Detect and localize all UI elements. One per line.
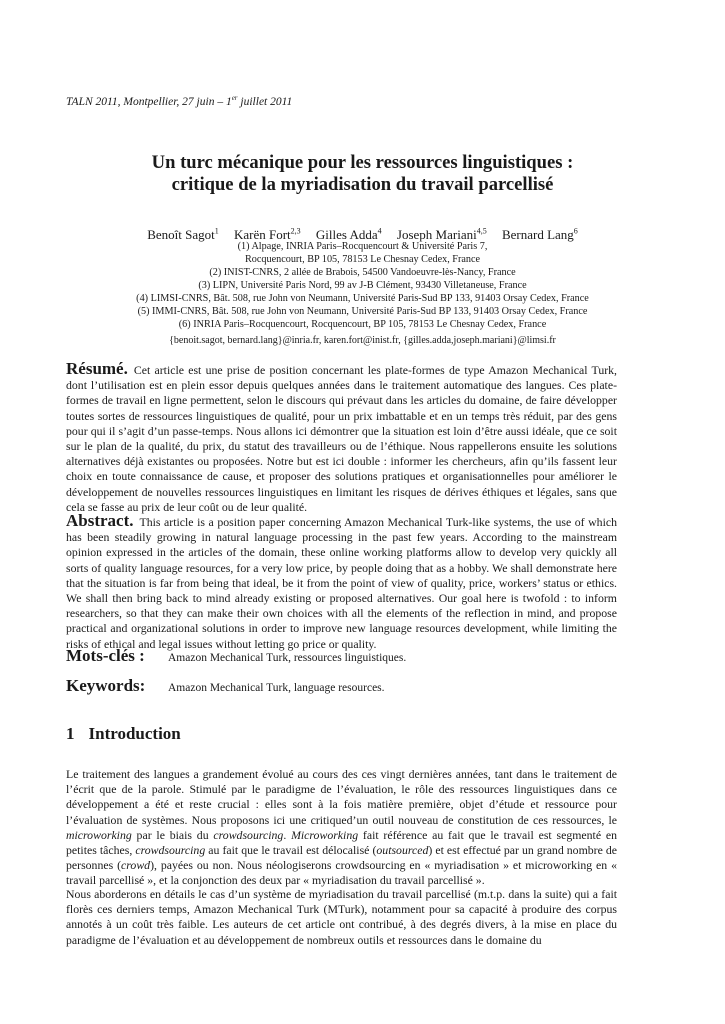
author-affil-sup: 6 bbox=[573, 227, 578, 236]
author-name: Bernard Lang bbox=[501, 227, 574, 243]
italic-term: crowdsourcing bbox=[213, 827, 284, 842]
resume-label: Résumé. bbox=[66, 359, 128, 378]
body-text: fait référence au fait que le travail est segmenté en petites tâches, bbox=[66, 827, 617, 858]
paper-title bbox=[66, 152, 659, 196]
author-name: Joseph Mariani bbox=[396, 227, 477, 243]
body-text: d’un outil nouveau de constitution de ces ressources, le bbox=[346, 812, 617, 827]
body-text: . bbox=[283, 827, 292, 842]
abstract-paragraph bbox=[66, 513, 617, 652]
italic-term: crowd bbox=[121, 858, 151, 873]
affiliation-line: (5) IMMI-CNRS, Bât. 508, rue John von Neumann, Université Paris-Sud BP 133, 91403 Orsay Cedex, France bbox=[137, 306, 588, 317]
italic-term: Microworking bbox=[291, 827, 359, 842]
author-affil-sup: 4 bbox=[377, 227, 382, 236]
author-name: Gilles Adda bbox=[315, 227, 378, 243]
affiliation-line: (6) INRIA Paris–Rocquencourt, Rocquencourt, BP 105, 78153 Le Chesnay Cedex, France bbox=[178, 319, 547, 330]
keywords-row bbox=[66, 676, 385, 696]
title-line-2: critique de la myriadisation du travail parcellisé bbox=[171, 174, 554, 195]
header-text-end: juillet 2011 bbox=[237, 95, 293, 108]
mots-cles-label: Mots-clés : bbox=[66, 646, 145, 665]
affiliation-list bbox=[66, 240, 659, 331]
intro-paragraph-2: Nous aborderons en détails le cas d’un système de myriadisation du travail parcellisé (m.t.p. dans la suite) qui a fait florès ces derniers temps, Amazon Mechanical Turk (MTurk), notamment pour sa capacité à produire des corpus annotés à un coût très faible. Les auteurs de cet article ont contribué, à des degrés divers, à la mise en place du paradigme de l’évaluation et au développement de nombreux outils et ressources dans le domaine du bbox=[66, 887, 617, 947]
affiliation-line: Rocquencourt, BP 105, 78153 Le Chesnay Cedex, France bbox=[244, 254, 481, 265]
affiliation-line: (2) INIST-CNRS, 2 allée de Brabois, 54500 Vandoeuvre-lès-Nancy, France bbox=[209, 267, 516, 278]
title-line-1: Un turc mécanique pour les ressources linguistiques : bbox=[151, 152, 574, 173]
author-name: Benoît Sagot bbox=[147, 227, 215, 243]
body-text: ) et est effectué par un grand nombre de personnes ( bbox=[66, 843, 618, 873]
italic-term: microworking bbox=[66, 827, 132, 842]
keywords-text: Amazon Mechanical Turk, language resources. bbox=[168, 682, 385, 694]
mots-cles-text: Amazon Mechanical Turk, ressources linguistiques. bbox=[168, 652, 407, 664]
body-text: par le biais du bbox=[131, 827, 214, 842]
header-superscript: er bbox=[231, 94, 238, 102]
italic-term: outsourced bbox=[376, 843, 429, 858]
section-number: 1 bbox=[66, 724, 75, 743]
abstract-label: Abstract. bbox=[66, 511, 134, 530]
body-text: Le traitement des langues a grandement évolué au cours des ces vingt dernières années, tant dans le traitement de l’écrit que de la parole. Stimulé par le paradigme de l’évaluation, le rôle des ressources linguistiques dans ce développement a été et reste crucial : elles sont à la fois matière première, objet d’étude et ressource pour l’évaluation de systèmes. Nous proposons ici une critique bbox=[66, 767, 617, 827]
section-title-text: Introduction bbox=[88, 724, 181, 743]
affiliation-line: (1) Alpage, INRIA Paris–Rocquencourt & Université Paris 7, bbox=[237, 241, 488, 252]
author-emails: {benoit.sagot, bernard.lang}@inria.fr, karen.fort@inist.fr, {gilles.adda,joseph.mariani}@limsi.fr bbox=[169, 335, 556, 346]
abstract-text: This article is a position paper concerning Amazon Mechanical Turk-like systems, the use of which has been steadily growing in natural language processing in the past few years. According to the mainstream opinion expressed in the articles of the domain, these online working platforms allow to develop very quickly all sorts of quality language resources, for a very low price, by people doing that as a hobby. We shall demonstrate here that the situation is far from being that ideal, be it from the point of view of quality, price, workers’ status or ethics. We shall then bring back to mind already existing or proposed alternatives. Our goal here is twofold : to inform researchers, so that they can make their own choices with all the elements of the reflection in mind, and propose practical and organizational solutions in order to improve new language resources development, while limiting the risks of ethical and legal issues without letting go price or quality. bbox=[66, 515, 617, 651]
italic-term: crowdsourcing bbox=[135, 843, 206, 858]
section-heading bbox=[66, 724, 181, 744]
author-affil-sup: 1 bbox=[214, 227, 219, 236]
running-header bbox=[66, 94, 292, 108]
affiliation-line: (3) LIPN, Université Paris Nord, 99 av J-B Clément, 93430 Villetaneuse, France bbox=[198, 280, 527, 291]
intro-paragraph-1 bbox=[66, 767, 617, 889]
body-text: au fait que le travail est délocalisé ( bbox=[205, 843, 377, 858]
resume-paragraph bbox=[66, 361, 617, 515]
body-text: ), payées ou non. Nous néologiserons crowdsourcing en « myriadisation » et microworking en « travail parcellisé », et la conjonction des deux par « myriadisation du travail parcellisé ». bbox=[66, 858, 617, 888]
mots-cles-row bbox=[66, 646, 406, 666]
keywords-label: Keywords: bbox=[66, 676, 146, 695]
author-affil-sup: 2,3 bbox=[290, 227, 301, 236]
author-name: Karën Fort bbox=[233, 227, 291, 243]
resume-text: Cet article est une prise de position concernant les plate-formes de type Amazon Mechanical Turk, dont l’utilisation est en plein essor depuis quelques années dans le traitement automatique des langues. Ces plate-formes de travail en ligne permettent, selon le discours qui prévaut dans les articles du domaine, de faire développer toutes sortes de ressources linguistiques de qualité, pour un prix imbattable et en un temps très réduit, par des gens pour qui il s’agit d’un passe-temps. Nous allons ici démontrer que la situation est loin d’être aussi idéale, que ce soit sur le plan de la qualité, du prix, du statut des travailleurs ou de l’éthique. Nous rappellerons ensuite les solutions alternatives déjà existantes ou proposées. Notre but est ici double : informer les chercheurs, afin qu’ils fassent leur choix en toute connaissance de cause, et proposer des solutions pratiques et organisationnelles pour améliorer le développement de nouvelles ressources linguistiques en limitant les risques de dérives éthiques et légales, sans que cela se fasse au prix de leur coût ou de leur qualité. bbox=[66, 363, 617, 514]
affiliation-line: (4) LIMSI-CNRS, Bât. 508, rue John von Neumann, Université Paris-Sud BP 133, 91403 Orsay Cedex, France bbox=[136, 293, 589, 304]
header-text: TALN 2011, Montpellier, 27 juin – 1 bbox=[66, 95, 232, 108]
author-affil-sup: 4,5 bbox=[476, 227, 487, 236]
